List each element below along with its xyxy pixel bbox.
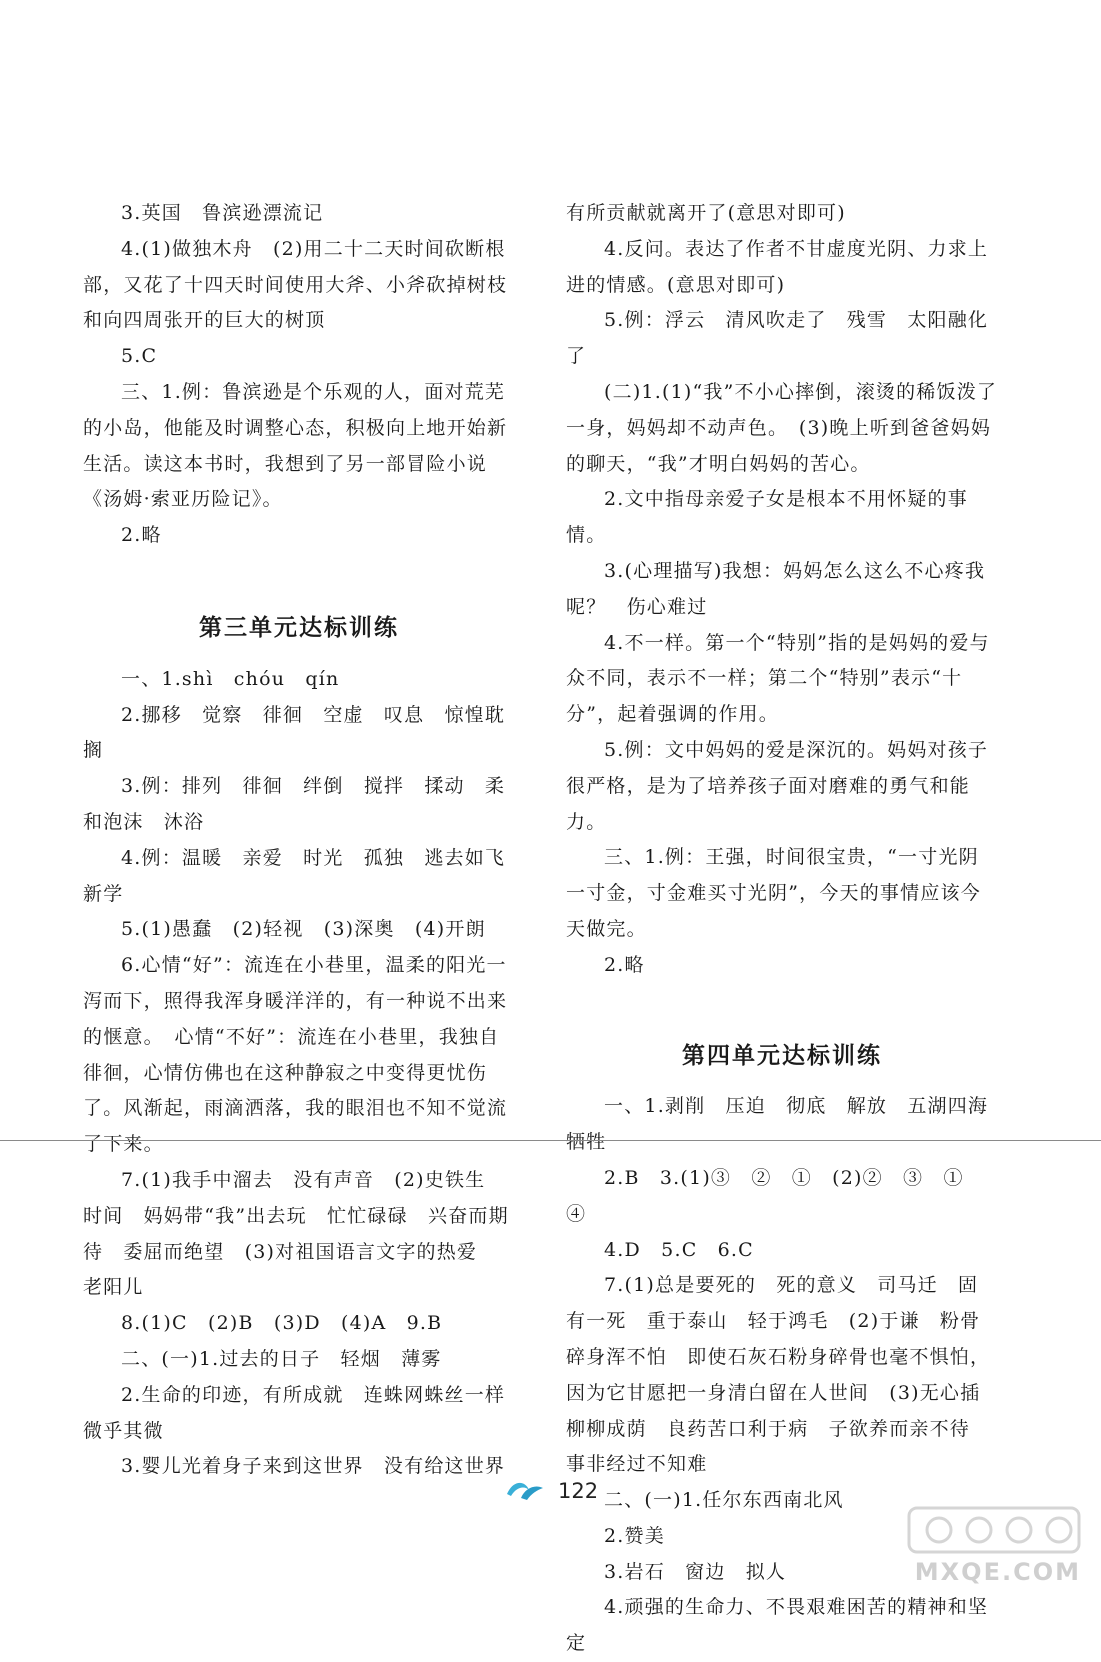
right-column	[566, 196, 998, 1662]
answer-right-3: 5.例：浮云 清风吹走了 残雪 太阳融化了	[566, 309, 989, 368]
page-number: 122	[558, 1479, 599, 1503]
answer-left-3: 5.C	[121, 345, 158, 368]
unit4-answer-5: 二、(一)1.任尔东西南北风	[604, 1489, 844, 1512]
answer-right-7: 4.不一样。第一个“特别”指的是妈妈的爱与众不同，表示不一样；第二个“特别”表示“十分”，起着强调的作用。	[566, 631, 990, 726]
unit3-answer-9: 二、(一)1.过去的日子 轻烟 薄雾	[121, 1347, 442, 1370]
scan-line	[0, 1140, 1101, 1141]
unit4-answer-4: 7.(1)总是要死的 死的意义 司马迁 固有一死 重于泰山 轻于鸿毛 (2)于谦 粉骨碎身浑不怕 即使石灰石粉身碎骨也毫不惧怕，因为它甘愿把一身清白留在人世间 (3)无心插柳柳成荫 良药苦口利于病 子欲养而亲不待 事非经过不知难	[566, 1274, 991, 1476]
answer-right-8: 5.例：文中妈妈的爱是深沉的。妈妈对孩子很严格，是为了培养孩子面对磨难的勇气和能力。	[566, 738, 989, 833]
unit3-answer-3: 3.例：排列 徘徊 绊倒 搅拌 揉动 柔和泡沫 沐浴	[83, 775, 506, 833]
unit3-answer-11: 3.婴儿光着身子来到这世界 没有给这世界	[121, 1455, 506, 1478]
unit4-answer-7: 3.岩石 窗边 拟人	[604, 1560, 787, 1583]
unit4-answer-8: 4.顽强的生命力、不畏艰难困苦的精神和坚定	[566, 1596, 989, 1655]
answer-right-9: 三、1.例：王强，时间很宝贵，“一寸光阴一寸金，寸金难买寸光阴”，今天的事情应该今天做完。	[566, 846, 981, 940]
unit4-answer-1: 一、1.剥削 压迫 彻底 解放 五湖四海牺牲	[566, 1095, 989, 1154]
watermark-text: MXQE.COM	[914, 1558, 1081, 1586]
unit3-answer-2: 2.挪移 觉察 徘徊 空虚 叹息 惊惶耽搁	[83, 703, 506, 762]
unit4-answer-3: 4.D 5.C 6.C	[604, 1238, 754, 1261]
unit3-answer-8: 8.(1)C (2)B (3)D (4)A 9.B	[121, 1312, 443, 1335]
unit3-answer-1: 一、1.shì chóu qín	[121, 667, 340, 690]
unit3-answer-4: 4.例：温暖 亲爱 时光 孤独 逃去如飞新学	[83, 846, 506, 905]
unit3-answer-7: 7.(1)我手中溜去 没有声音 (2)史铁生 时间 妈妈带“我”出去玩 忙忙碌碌 兴奋而期待 委屈而绝望 (3)对祖国语言文字的热爱 老阳儿	[83, 1168, 509, 1299]
unit3-title: 第三单元达标训练	[199, 613, 399, 641]
answer-left-1: 3.英国 鲁滨逊漂流记	[121, 202, 324, 224]
unit3-answer-6: 6.心情“好”：流连在小巷里，温柔的阳光一泻而下，照得我浑身暖洋洋的，有一种说不出来的惬意。 心情“不好”：流连在小巷里，我独自徘徊，心情仿佛也在这种静寂之中变得更忧伤了。风渐起，雨滴洒落，我的眼泪也不知不觉流了下来。	[83, 954, 508, 1156]
answer-right-10: 2.略	[604, 953, 645, 976]
answer-right-1: 有所贡献就离开了(意思对即可)	[566, 202, 846, 224]
unit3-answer-10: 2.生命的印迹，有所成就 连蛛网蛛丝一样微乎其微	[83, 1383, 506, 1442]
unit4-title: 第四单元达标训练	[682, 1041, 882, 1069]
answer-left-2: 4.(1)做独木舟 (2)用二十二天时间砍断根部，又花了十四天时间使用大斧、小斧砍掉树枝和向四周张开的巨大的树顶	[83, 237, 508, 332]
leaf-logo-icon	[503, 1476, 547, 1506]
answer-right-5: 2.文中指母亲爱子女是根本不用怀疑的事情。	[566, 488, 968, 547]
answer-right-2: 4.反问。表达了作者不甘虚度光阴、力求上进的情感。(意思对即可)	[566, 237, 989, 296]
left-column	[83, 196, 515, 1485]
unit3-answer-5: 5.(1)愚蠢 (2)轻视 (3)深奥 (4)开朗	[121, 918, 486, 941]
answer-left-4: 三、1.例：鲁滨逊是个乐观的人，面对荒芜的小岛，他能及时调整心态，积极向上地开始新生活。读这本书时，我想到了另一部冒险小说《汤姆·索亚历险记》。	[83, 380, 508, 511]
answer-right-4: (二)1.(1)“我”不小心摔倒，滚烫的稀饭泼了一身，妈妈却不动声色。 (3)晚上听到爸爸妈妈的聊天，“我”才明白妈妈的苦心。	[566, 380, 998, 475]
unit4-answer-2: 2.B 3.(1)③ ② ① (2)② ③ ① ④	[566, 1166, 984, 1225]
watermark	[899, 1500, 1089, 1590]
answer-right-6: 3.(心理描写)我想：妈妈怎么这么不心疼我呢？ 伤心难过	[566, 559, 986, 618]
answer-left-5: 2.略	[121, 524, 162, 547]
unit4-answer-6: 2.赞美	[604, 1524, 665, 1547]
